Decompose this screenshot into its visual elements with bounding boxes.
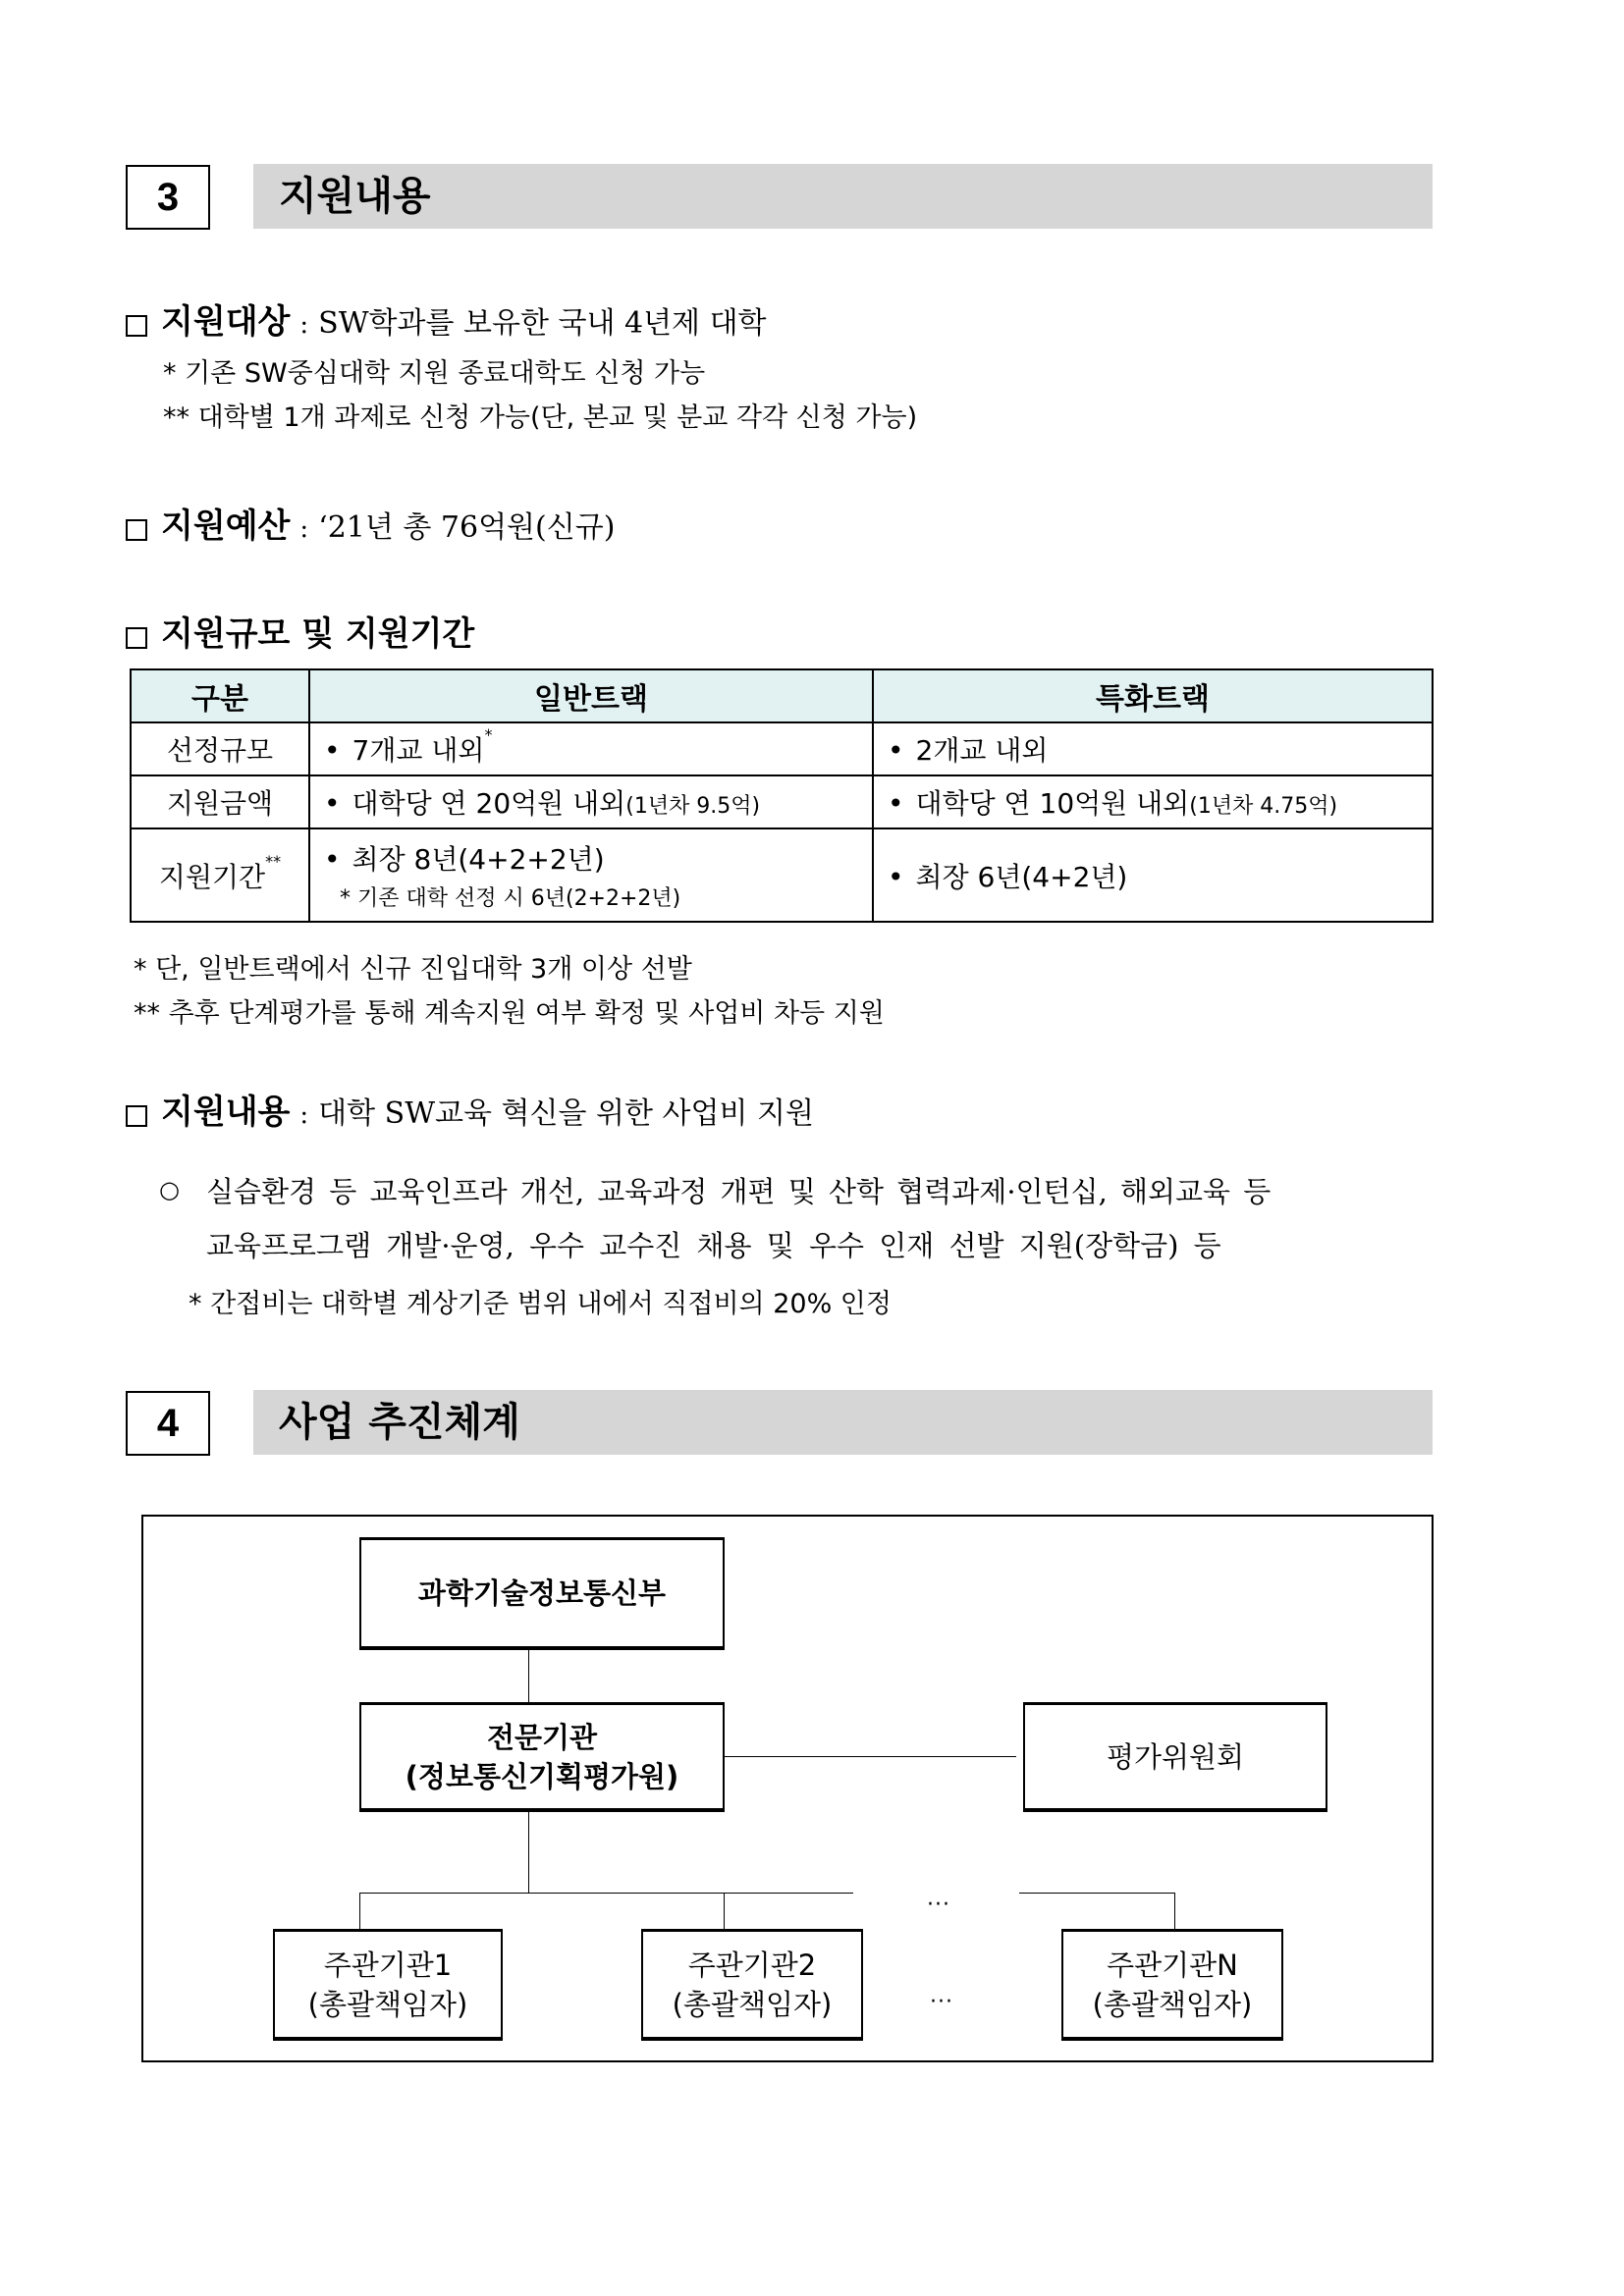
checkbox-square-icon (126, 519, 147, 541)
header-general-track: 일반트랙 (309, 669, 873, 722)
scale-heading (126, 607, 474, 655)
section-title-3: 지원내용 (253, 164, 1433, 229)
section-number-3: 3 (126, 165, 210, 230)
org-box-host-2: 주관기관2 (총괄책임자) (641, 1929, 863, 2041)
table-note-2: ** 추후 단계평가를 통해 계속지원 여부 확정 및 사업비 차등 지원 (134, 998, 885, 1029)
colon: : (299, 310, 309, 340)
circle-bullet-icon: ○ (159, 1176, 180, 1203)
connector-line (528, 1649, 529, 1702)
support-scale-table (130, 668, 1434, 923)
budget-value: ‘21년 총 76억원(신규) (318, 510, 616, 545)
target-note-2: ** 대학별 1개 과제로 신청 가능(단, 본교 및 분교 각각 신청 가능) (163, 402, 918, 433)
row-label: 지원기간** (131, 828, 309, 922)
special-cell: • 대학당 연 10억원 내외(1년차 4.75억) (873, 775, 1433, 828)
special-cell: • 2개교 내외 (873, 722, 1433, 775)
row-label: 선정규모 (131, 722, 309, 775)
org-box-committee: 평가위원회 (1023, 1702, 1327, 1812)
content-value: 대학 SW교육 혁신을 위한 사업비 지원 (318, 1096, 814, 1131)
budget-label: 지원예산 (161, 507, 291, 546)
ellipsis-icon: ··· (927, 1893, 950, 1917)
budget-heading (126, 499, 615, 547)
org-box-host-1: 주관기관1 (총괄책임자) (273, 1929, 503, 2041)
target-heading (126, 294, 767, 343)
table-row (131, 775, 1433, 828)
general-cell-note: * 기존 대학 선정 시 6년(2+2+2년) (340, 886, 681, 911)
connector-line (1174, 1893, 1175, 1930)
target-value: SW학과를 보유한 국내 4년제 대학 (318, 306, 767, 341)
content-bullet-line-2: 교육프로그램 개발·운영, 우수 교수진 채용 및 우수 인재 선발 지원(장학금) 등 (206, 1229, 1221, 1262)
connector-line (528, 1811, 529, 1893)
connector-line (359, 1893, 853, 1894)
colon: : (299, 1100, 309, 1130)
checkbox-square-icon (126, 1105, 147, 1127)
table-row (131, 828, 1433, 922)
row-label: 지원금액 (131, 775, 309, 828)
connector-line (1019, 1893, 1174, 1894)
connector-line (359, 1893, 360, 1930)
section-number-4: 4 (126, 1391, 210, 1456)
content-note: * 간접비는 대학별 계상기준 범위 내에서 직접비의 20% 인정 (189, 1289, 892, 1319)
ellipsis-icon: ··· (930, 1990, 953, 2014)
header-special-track: 특화트랙 (873, 669, 1433, 722)
org-box-host-n: 주관기관N (총괄책임자) (1061, 1929, 1283, 2041)
general-cell: • 7개교 내외* (309, 722, 873, 775)
connector-line (724, 1893, 725, 1930)
header-category: 구분 (131, 669, 309, 722)
special-cell: • 최장 6년(4+2년) (873, 828, 1433, 922)
target-note-1: * 기존 SW중심대학 지원 종료대학도 신청 가능 (163, 358, 706, 389)
connector-line (720, 1756, 1016, 1757)
checkbox-square-icon (126, 315, 147, 337)
content-heading (126, 1085, 814, 1133)
colon: : (299, 514, 309, 544)
content-label: 지원내용 (161, 1093, 291, 1132)
general-cell: • 대학당 연 20억원 내외(1년차 9.5억) (309, 775, 873, 828)
content-bullet-line-1: 실습환경 등 교육인프라 개선, 교육과정 개편 및 산학 협력과제·인턴십, 해외교육 등 (206, 1175, 1272, 1208)
general-cell: • 최장 8년(4+2+2년) * 기존 대학 선정 시 6년(2+2+2년) (309, 828, 873, 922)
table-note-1: * 단, 일반트랙에서 신규 진입대학 3개 이상 선발 (134, 954, 692, 985)
checkbox-square-icon (126, 627, 147, 649)
target-label: 지원대상 (161, 302, 291, 342)
org-box-agency: 전문기관 (정보통신기획평가원) (359, 1702, 725, 1812)
scale-label: 지원규모 및 지원기간 (161, 614, 475, 654)
section-title-4: 사업 추진체계 (253, 1390, 1433, 1455)
org-box-ministry: 과학기술정보통신부 (359, 1537, 725, 1650)
table-row (131, 722, 1433, 775)
table-header-row (131, 669, 1433, 722)
